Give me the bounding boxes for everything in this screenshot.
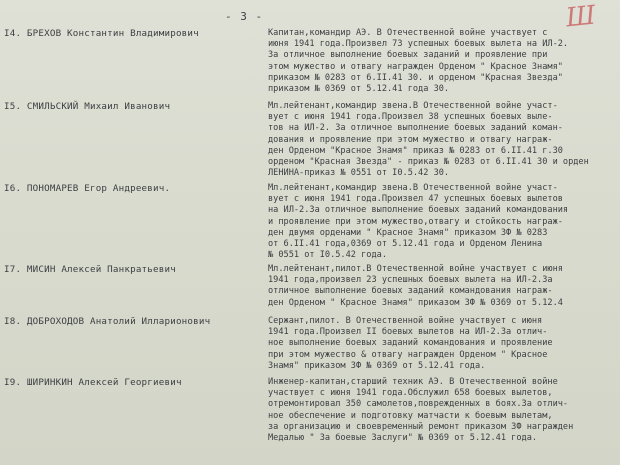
description-line: приказом № 0283 от 6.II.41 30. и орденом "Красная Звезда" xyxy=(268,72,563,83)
description-line: тов на ИЛ-2. За отличное выполнение боевых заданий коман- xyxy=(268,123,563,134)
description-line: ден двумя орденами " Красное Знамя" приказом 3Ф № 0283 xyxy=(268,227,548,238)
description-line: от 6.II.41 года,0369 от 5.12.41 года и Орденом Ленина xyxy=(268,239,543,250)
entry-name: I9. ШИРИНКИН Алексей Георгиевич xyxy=(4,377,182,388)
entry-name: I6. ПОНОМАРЕВ Егор Андреевич. xyxy=(4,183,171,194)
description-line: 1941 года,произвел 23 успешных боевых вылета на ИЛ-2.За xyxy=(268,275,553,286)
description-line: Мл.лейтенант,пилот.В Отечественной войне участвует с июня xyxy=(268,264,563,274)
description-line: отремонтировал 350 самолетов,поврежденных в боях.За отлич- xyxy=(268,399,569,410)
description-line: на ИЛ-2.За отличное выполнение боевых заданий командования xyxy=(268,205,569,216)
description-line: дования и проявление при этом мужество и отвагу награж- xyxy=(268,134,553,145)
description-line: № 0551 от I0.5.42 года. xyxy=(268,250,387,261)
description-line: ЛЕНИНА-приказ № 0551 от I0.5.42 30. xyxy=(268,168,450,179)
description-line: ден Орденом " Красное Знамя" приказом 3Ф № 0369 от 5.12.4 xyxy=(268,297,563,308)
description-line: орденом "Красная Звезда" - приказ № 0283 от 6.II.41 30 и орден xyxy=(268,157,589,168)
description-line: отличное выполнение боевых заданий командования награж- xyxy=(268,286,553,297)
entry-description xyxy=(268,377,614,444)
entry-name: I5. СМИЛЬСКИЙ Михаил Иванович xyxy=(4,101,171,112)
entry-description xyxy=(268,264,614,309)
description-line: Капитан,командир АЭ. В Отечественной войне участвует с xyxy=(268,28,548,38)
description-line: июня 1941 года.Произвел 73 успешных боевых вылета на ИЛ-2. xyxy=(268,39,569,50)
description-line: при этом мужество & отвагу награжден Орденом " Красное xyxy=(268,349,548,360)
entry-description xyxy=(268,316,614,372)
entry-description xyxy=(268,101,614,179)
description-line: ден Орденом "Красное Знамя" приказ № 0283 от 6.II.41 г.30 xyxy=(268,145,563,156)
entry-name: I7. МИСИН Алексей Панкратьевич xyxy=(4,264,176,275)
archive-handwritten-mark: Ш xyxy=(564,0,598,34)
description-line: участвует с июня 1941 года.Обслужил 658 боевых вылетов, xyxy=(268,388,553,399)
description-line: и проявление при этом мужество,отвагу и стойкость награж- xyxy=(268,216,563,227)
entry-name: I4. БРЕХОВ Константин Владимирович xyxy=(4,28,199,39)
description-line: за организацию и своевременный ремонт приказом 3Ф награжден xyxy=(268,421,574,432)
description-line: Инженер-капитан,старший техник АЭ. В Отечественной войне xyxy=(268,377,558,387)
description-line: 1941 года.Произвел II боевых вылетов на ИЛ-2.За отлич- xyxy=(268,327,548,338)
description-line: ное выполнение боевых заданий командования и проявление xyxy=(268,338,553,349)
description-line: Мл.лейтенант,командир звена.В Отечественной войне участ- xyxy=(268,183,558,193)
description-line: Сержант,пилот. В Отечественной войне участвует с июня xyxy=(268,316,543,326)
entry-description xyxy=(268,183,614,261)
description-line: приказом № 0369 от 5.12.41 года 30. xyxy=(268,84,450,95)
description-line: Медалью " За боевые Заслуги" № 0369 от 5.12.41 года. xyxy=(268,433,538,444)
description-line: Знамя" приказом 3Ф № 0369 от 5.12.41 года. xyxy=(268,360,486,371)
description-line: вует с июня 1941 года.Произвел 38 успешных боевых выле- xyxy=(268,112,553,123)
description-line: этом мужество и отвагу награжден Орденом " Красное Знамя" xyxy=(268,61,563,72)
description-line: ное обеспечение и подготовку матчасти к боевым вылетам, xyxy=(268,410,553,421)
description-line: За отличное выполнение боевых заданий и проявление при xyxy=(268,50,548,61)
entry-description xyxy=(268,28,614,95)
description-line: вует с июня 1941 года.Произвел 47 успешных боевых вылетов xyxy=(268,194,563,205)
description-line: Мл.лейтенант,командир звена.В Отечественной войне участ- xyxy=(268,101,558,111)
page-number: - 3 - xyxy=(225,10,264,23)
entry-name: I8. ДОБРОХОДОВ Анатолий Илларионович xyxy=(4,316,211,327)
